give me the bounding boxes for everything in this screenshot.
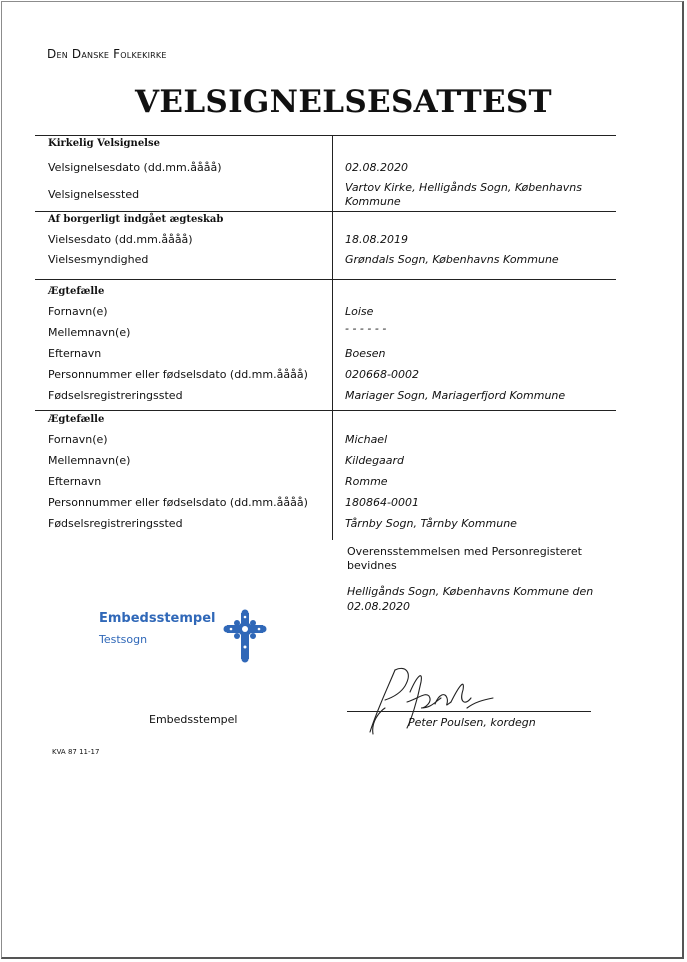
place-and-date: Helligånds Sogn, Københavns Kommune den 02.08.2020 xyxy=(347,585,594,613)
form-code: KVA 87 11-17 xyxy=(52,748,100,756)
form-row xyxy=(35,510,616,531)
form-row xyxy=(35,447,616,468)
form-row xyxy=(35,489,616,510)
form-row xyxy=(35,226,616,248)
section-heading: Af borgerligt indgået ægteskab xyxy=(48,214,224,225)
section-heading: Kirkelig Velsignelse xyxy=(48,138,160,149)
form-row xyxy=(35,426,616,447)
form-row xyxy=(35,319,616,340)
field-value: 020668-0002 xyxy=(345,368,419,381)
field-value: Boesen xyxy=(345,347,386,360)
field-label: Velsignelsesdato (dd.mm.åååå) xyxy=(48,161,222,174)
church-cross-icon xyxy=(223,609,267,663)
field-value: 18.08.2019 xyxy=(345,233,408,246)
field-label: Vielsesmyndighed xyxy=(48,253,149,266)
field-label: Mellemnavn(e) xyxy=(48,326,131,339)
section-civil-marriage xyxy=(35,211,616,279)
field-value: 180864-0001 xyxy=(345,496,419,509)
section-blessing xyxy=(35,135,616,211)
section-spouse-2 xyxy=(35,410,616,540)
signer-name: Peter Poulsen, kordegn xyxy=(408,716,536,729)
signature-line xyxy=(347,711,591,712)
field-value: Romme xyxy=(345,475,388,488)
form-row xyxy=(35,174,616,208)
field-label: Velsignelsessted xyxy=(48,188,140,201)
field-value: Kildegaard xyxy=(345,454,405,467)
form-row xyxy=(35,468,616,489)
field-value: Grøndals Sogn, Københavns Kommune xyxy=(345,253,559,266)
field-value: Tårnby Sogn, Tårnby Kommune xyxy=(345,517,517,530)
field-label: Mellemnavn(e) xyxy=(48,454,131,467)
field-value: Loise xyxy=(345,305,374,318)
field-label: Personnummer eller fødselsdato (dd.mm.åååå) xyxy=(48,368,308,381)
field-value: 02.08.2020 xyxy=(345,161,408,174)
field-value: Mariager Sogn, Mariagerfjord Kommune xyxy=(345,389,566,402)
document-title: VELSIGNELSESATTEST xyxy=(135,84,552,120)
stamp-caption: Embedsstempel xyxy=(149,713,238,726)
field-label: Efternavn xyxy=(48,475,102,488)
field-label: Fornavn(e) xyxy=(48,305,108,318)
stamp-parish: Testsogn xyxy=(99,633,148,646)
field-label: Fornavn(e) xyxy=(48,433,108,446)
field-label: Fødselsregistreringssted xyxy=(48,389,183,402)
form-row xyxy=(35,340,616,361)
field-value: Michael xyxy=(345,433,388,446)
field-label: Efternavn xyxy=(48,347,102,360)
form-row xyxy=(35,361,616,382)
section-heading: Ægtefælle xyxy=(48,414,105,425)
field-label: Vielsesdato (dd.mm.åååå) xyxy=(48,233,193,246)
certificate-form xyxy=(35,135,616,540)
organization-name: Den Danske Folkekirke xyxy=(47,47,167,61)
form-row xyxy=(35,248,616,268)
registry-confirmation: Overensstemmelsen med Personregisteret bevidnes xyxy=(347,545,582,572)
form-row xyxy=(35,382,616,403)
section-heading: Ægtefælle xyxy=(48,286,105,297)
field-label: Personnummer eller fødselsdato (dd.mm.åååå) xyxy=(48,496,308,509)
form-row xyxy=(35,150,616,174)
field-label: Fødselsregistreringssted xyxy=(48,517,183,530)
field-value: Vartov Kirke, Helligånds Sogn, Københavns Kommune xyxy=(345,181,582,208)
stamp-title: Embedsstempel xyxy=(99,611,216,626)
official-stamp xyxy=(99,611,289,671)
field-value: - - - - - - xyxy=(345,322,387,335)
section-spouse-1 xyxy=(35,279,616,410)
form-row xyxy=(35,298,616,319)
